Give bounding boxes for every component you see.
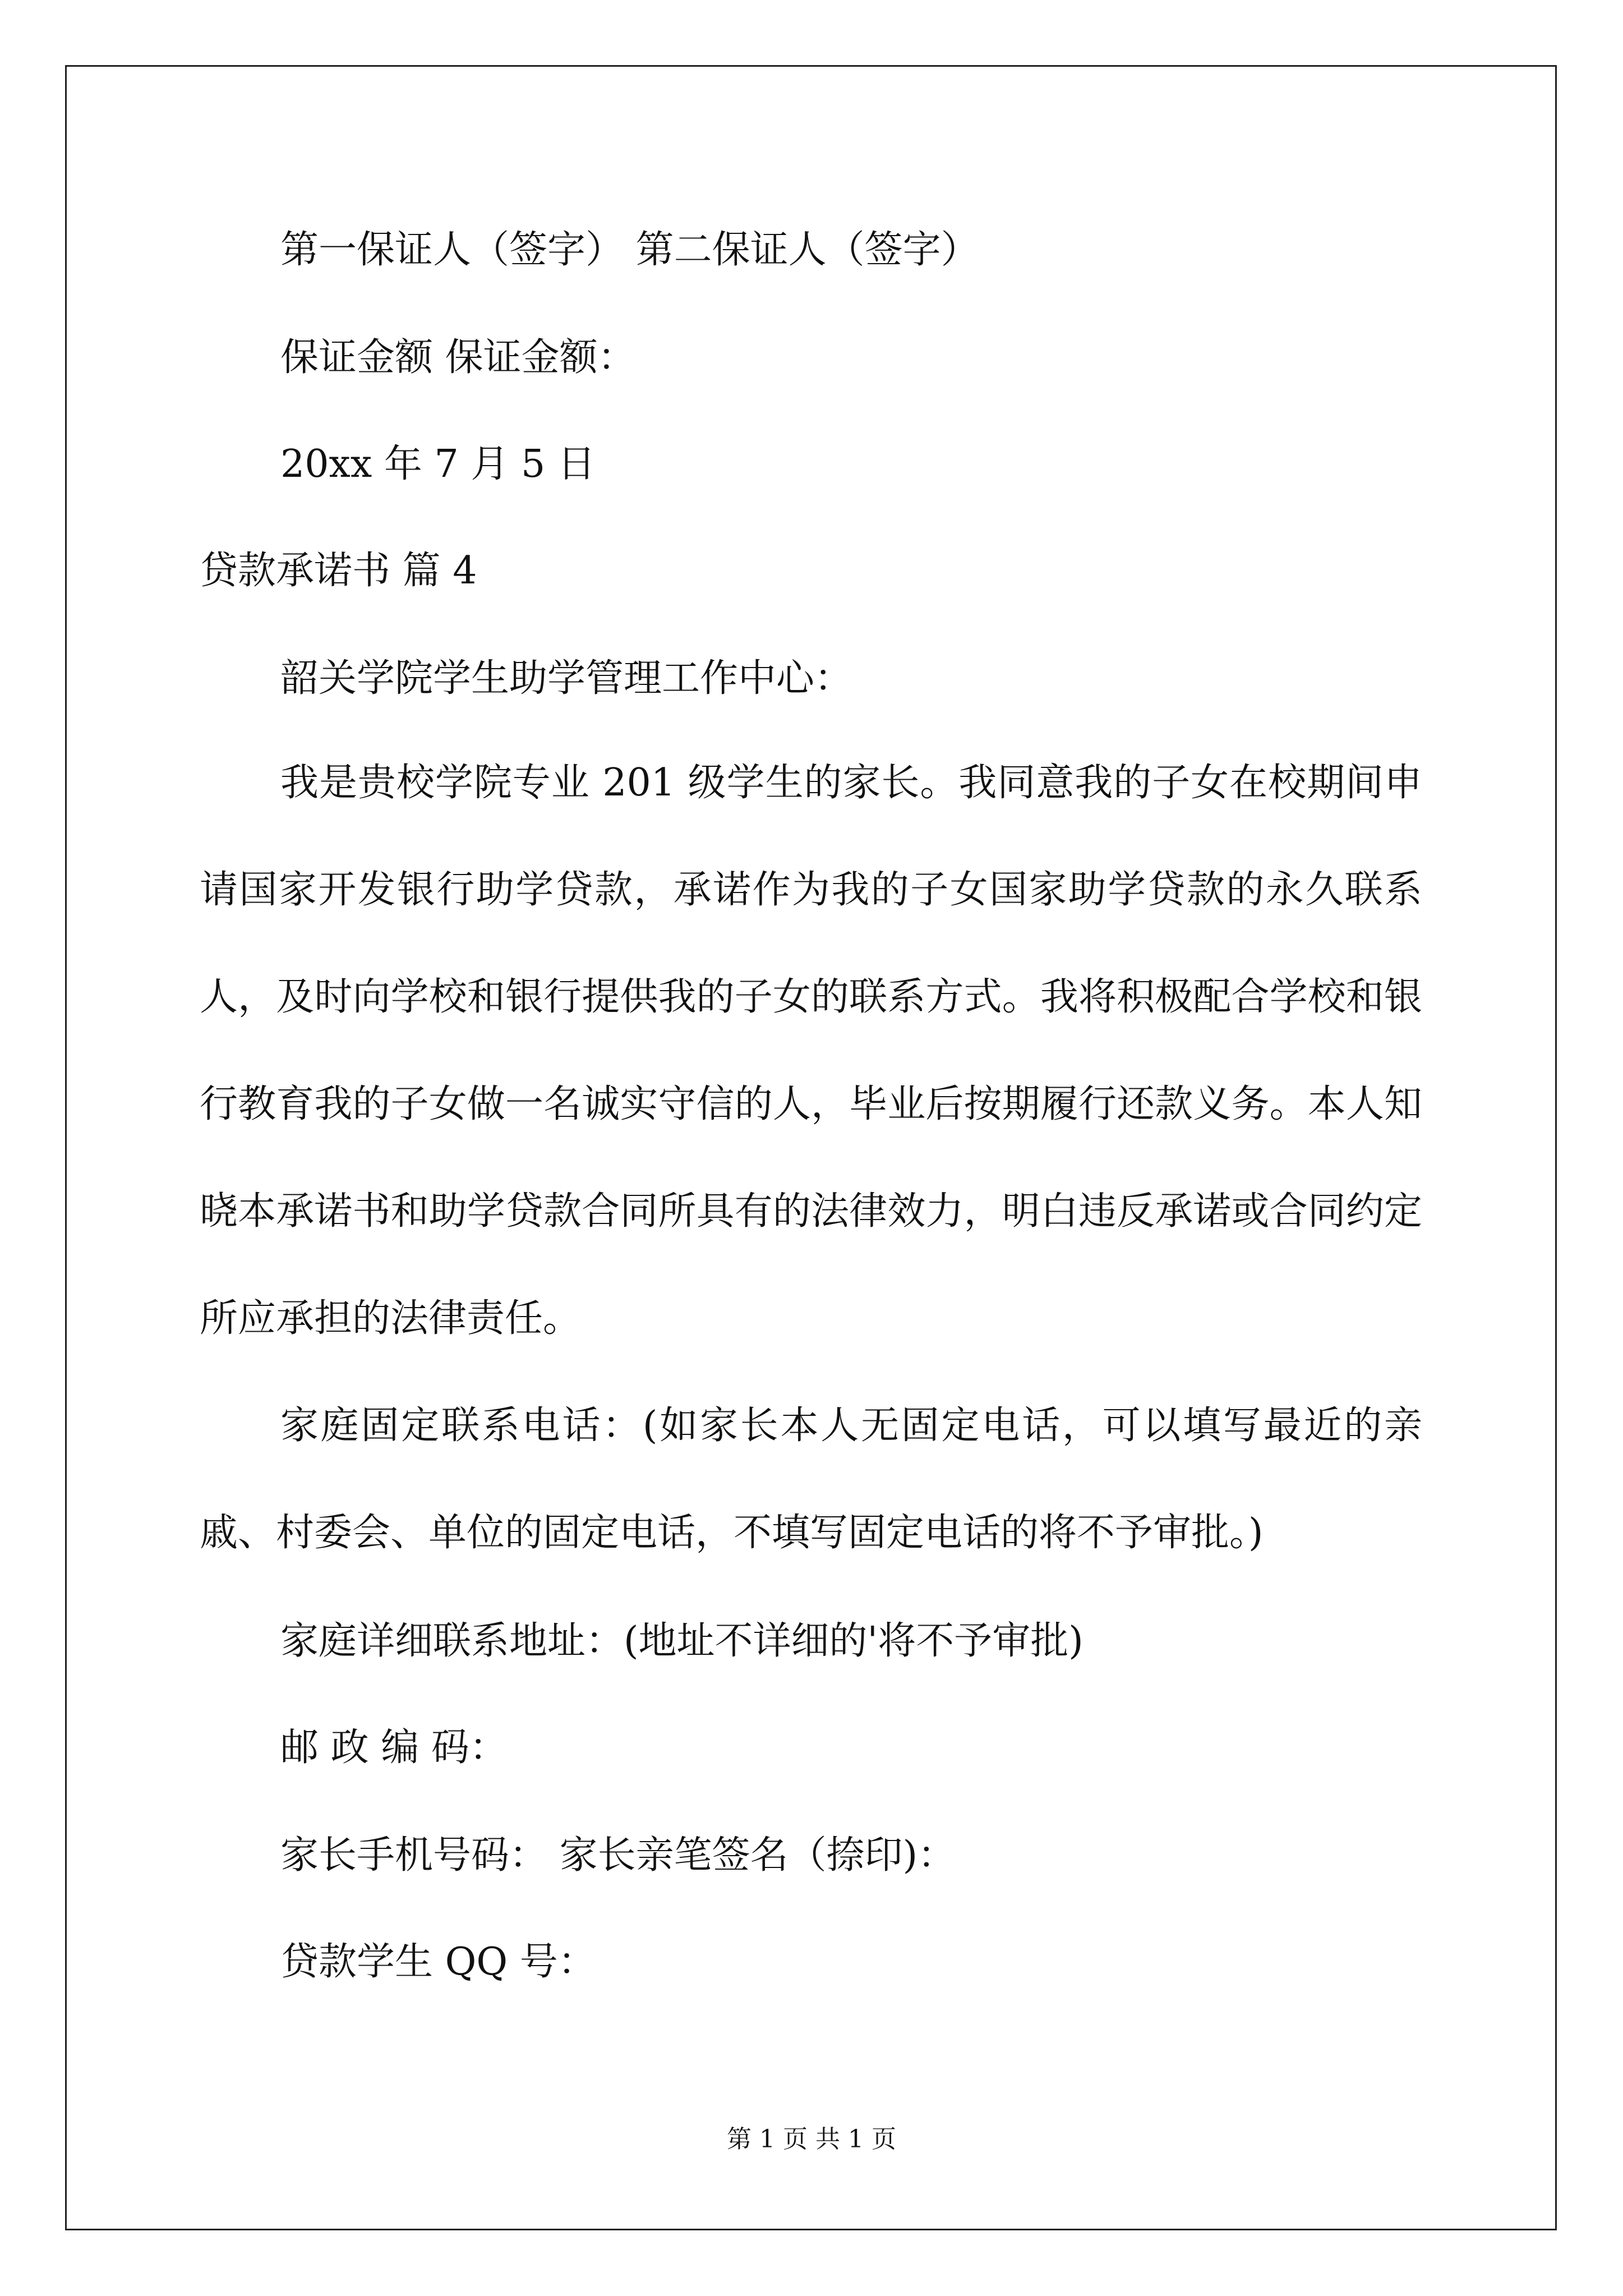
- home-phone-paragraph: 家庭固定联系电话：(如家长本人无固定电话，可以填写最近的亲戚、村委会、单位的固定电话，不填写固定电话的将不予审批。): [200, 1404, 1422, 1555]
- parent-phone-signature-field: 家长手机号码： 家长亲笔签名（捺印)：: [280, 1833, 956, 1878]
- date-line: 20xx 年 7 月 5 日: [280, 442, 596, 486]
- page-footer: 第 1 页 共 1 页: [727, 2125, 896, 2154]
- postal-code-field: 邮 政 编 码：: [280, 1726, 508, 1770]
- recipient-line: 韶关学院学生助学管理工作中心：: [280, 656, 853, 701]
- commitment-paragraph: 我是贵校学院专业 201 级学生的家长。我同意我的子女在校期间申请国家开发银行助学贷款，承诺作为我的子女国家助学贷款的永久联系人，及时向学校和银行提供我的子女的联系方式。我将积极配合学校和银行教育我的子女做一名诚实守信的人，毕业后按期履行还款义务。本人知晓本承诺书和助学贷款合同所具有的法律效力，明白违反承诺或合同约定所应承担的法律责任。: [200, 761, 1422, 1341]
- address-field: 家庭详细联系地址：(地址不详细的'将不予审批): [280, 1619, 1083, 1663]
- section-title: 贷款承诺书 篇 4: [200, 549, 477, 593]
- guarantor-signatures-line: 第一保证人（签字） 第二保证人（签字）: [280, 228, 979, 272]
- student-qq-field: 贷款学生 QQ 号：: [280, 1940, 596, 1984]
- guarantee-amounts-line: 保证金额 保证金额：: [280, 335, 636, 380]
